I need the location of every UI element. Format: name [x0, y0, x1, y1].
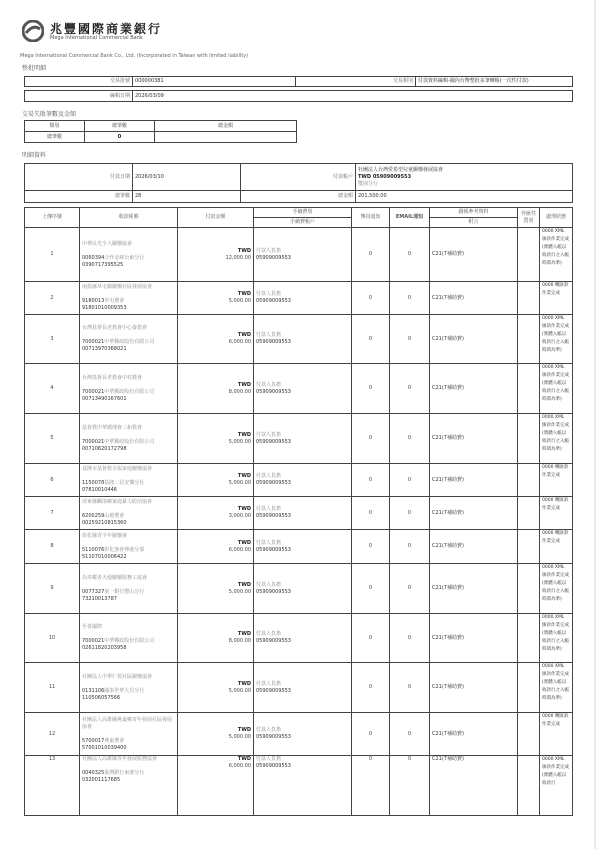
bank-code: 7000021 [82, 438, 105, 445]
fee-cell [254, 414, 352, 464]
fax: 0 [352, 282, 390, 315]
detail-section-title: 明細資料 [22, 152, 47, 159]
currency: TWD [237, 539, 251, 546]
preferred [518, 414, 540, 464]
payee-cell [80, 464, 178, 497]
memo: C21(7補助費) [430, 497, 518, 530]
fee-cell [254, 282, 352, 315]
payee-name: 南投縣草屯鎮關懷社區發展協會 [82, 284, 153, 290]
seq: 13 [25, 756, 80, 816]
header-payee: 收款帳號 [80, 208, 178, 228]
fax: 0 [352, 414, 390, 464]
bank-code: 5110076 [82, 546, 105, 553]
table-row [25, 315, 573, 364]
fee-cell [254, 315, 352, 364]
payee-cell [80, 756, 178, 816]
header-amount: 付款金額 [178, 208, 254, 228]
seq: 11 [25, 663, 80, 713]
header-preferred-bottom: 質別 [523, 217, 534, 224]
fax: 0 [352, 713, 390, 756]
email: 0 [390, 756, 430, 816]
seq: 6 [25, 464, 80, 497]
amount: 5,000.00 [228, 298, 251, 304]
currency: TWD [237, 381, 251, 388]
amount: 5,000.00 [228, 588, 251, 595]
payee-account: 00259210815360 [82, 520, 127, 526]
seq: 3 [25, 315, 80, 364]
table-row [25, 663, 573, 713]
status: 0000 XML 匯款作業完成(實體入帳以收款行之入帳時間為準) [540, 364, 573, 414]
bank-code: 7000021 [82, 339, 105, 345]
fax: 0 [352, 756, 390, 816]
fee-account: 05909009553 [256, 298, 291, 304]
seq: 8 [25, 530, 80, 564]
memo: C21(7補助費) [430, 530, 518, 564]
currency: TWD [237, 473, 251, 479]
bank-code: 6200259 [82, 513, 105, 519]
fee-account: 05909009553 [256, 339, 291, 345]
payee-account: 02611820203958 [82, 645, 127, 651]
table-row [25, 414, 573, 464]
preferred [518, 614, 540, 663]
amount-cell [178, 464, 254, 497]
payee-cell [80, 282, 178, 315]
fee-account: 05909009553 [256, 638, 291, 644]
fee-cell [254, 364, 352, 414]
type-value: 付款資料編輯-國內台幣整批多筆轉帳(一次性付款) [416, 77, 573, 87]
amount-cell [178, 364, 254, 414]
page-edge [594, 0, 596, 849]
fee-type: 付款人負擔 [256, 506, 282, 512]
email: 0 [390, 414, 430, 464]
table-row [25, 497, 573, 530]
fee-type: 付款人負擔 [256, 381, 282, 388]
memo: C21(7補助費) [430, 315, 518, 364]
bank-code: 7000021 [82, 388, 105, 395]
header-status: 處理狀態 [540, 208, 573, 228]
email: 0 [390, 663, 430, 713]
table-row [25, 282, 573, 315]
bank-code: 0077327 [82, 588, 105, 595]
fail-row-label: 總筆數 [25, 132, 85, 143]
pay-account [356, 164, 573, 191]
preferred [518, 464, 540, 497]
currency: TWD [237, 756, 251, 762]
memo: C21(7補助費) [430, 364, 518, 414]
seq: 5 [25, 414, 80, 464]
fee-type: 付款人負擔 [256, 756, 282, 762]
payee-account: 91801010009353 [82, 305, 127, 311]
header-email: EMAIL通知 [390, 208, 430, 228]
batch-section-title: 整批明細 [22, 65, 47, 72]
fee-type: 付款人負擔 [256, 631, 282, 637]
currency: TWD [237, 680, 251, 687]
fax: 0 [352, 564, 390, 614]
payee-account: 51107010006422 [82, 553, 127, 560]
status: 0000 轉匯款作業完成 [540, 282, 573, 315]
type-label: 交易類別 [296, 77, 416, 87]
amount-cell [178, 614, 254, 663]
fee-account: 05909009553 [256, 763, 291, 769]
amount: 5,000.00 [228, 734, 251, 740]
bank-name: 燕巢農會 [104, 737, 125, 744]
fee-type: 付款人負擔 [256, 332, 282, 338]
payee-cell [80, 530, 178, 564]
payee-cell [80, 315, 178, 364]
bank-code: 0060394 [82, 254, 105, 261]
preferred [518, 756, 540, 816]
amount: 8,000.00 [228, 388, 251, 395]
payee-cell [80, 663, 178, 713]
fax: 0 [352, 464, 390, 497]
pay-account-name: 社團法人台灣愛希望兒童關懷發展協會 [358, 166, 444, 173]
col-type: 類別 [25, 121, 85, 132]
header-memo: 銷帳參考資料 [430, 208, 518, 218]
payee-account: 73210013787 [82, 595, 117, 602]
fax: 0 [352, 614, 390, 663]
amount-cell [178, 530, 254, 564]
total-count-label: 總筆數 [25, 191, 133, 203]
status: 0000 轉匯款作業完成 [540, 464, 573, 497]
email: 0 [390, 364, 430, 414]
batch-no: 000000381 [133, 77, 296, 87]
edit-date-table [24, 90, 573, 102]
seq: 9 [25, 564, 80, 614]
fee-cell [254, 756, 352, 816]
amount: 6,000.00 [228, 763, 251, 769]
preferred [518, 663, 540, 713]
total-amount: 201,500.00 [356, 191, 573, 203]
email: 0 [390, 497, 430, 530]
fee-cell [254, 464, 352, 497]
status: 0000 轉匯款作業完成 [540, 713, 573, 756]
payee-name: 彰化縣青少年關懷會 [82, 532, 128, 539]
currency: TWD [237, 332, 251, 338]
email: 0 [390, 228, 430, 282]
fee-cell [254, 228, 352, 282]
fax: 0 [352, 315, 390, 364]
seq: 2 [25, 282, 80, 315]
fee-account: 05909009553 [256, 588, 291, 595]
payee-account: 00713970368021 [82, 346, 127, 352]
payee-name: 社團法人中華仁愛社區關懷協會 [82, 673, 153, 680]
preferred [518, 564, 540, 614]
bank-name: 中華郵政股份有限公司 [104, 638, 155, 644]
preferred [518, 364, 540, 414]
bank-name-en: Mega International Commercial Bank [50, 35, 143, 41]
currency: TWD [237, 727, 251, 733]
payee-name: 社團法人高雄縣青年發展服務協會 [82, 756, 158, 762]
header-preferred-top: 外匯性 [520, 210, 536, 217]
amount-cell [178, 228, 254, 282]
memo: C21(7補助費) [430, 756, 518, 816]
memo: C21(7補助費) [430, 228, 518, 282]
seq: 4 [25, 364, 80, 414]
bank-name: 彰化漁會伸港分部 [104, 546, 145, 553]
amount-cell [178, 414, 254, 464]
payee-name: 台灣基督長老教會中村教會 [82, 374, 143, 381]
email: 0 [390, 530, 430, 564]
seq: 10 [25, 614, 80, 663]
payee-account: 00710620172798 [82, 445, 127, 452]
preferred [518, 315, 540, 364]
fee-account: 05909009553 [256, 546, 291, 553]
preferred [518, 530, 540, 564]
table-row [25, 713, 573, 756]
batch-table [24, 76, 573, 87]
currency: TWD [237, 291, 251, 297]
fax: 0 [352, 497, 390, 530]
memo: C21(7補助費) [430, 282, 518, 315]
status: 0000 轉匯款作業完成 [540, 497, 573, 530]
payee-name: 為奉耀者天使關懷服務工協會 [82, 574, 148, 581]
payee-cell [80, 497, 178, 530]
bank-name: 中華郵政股份有限公司 [104, 339, 155, 345]
fee-account: 05909009553 [256, 388, 291, 395]
currency: TWD [237, 247, 251, 254]
fee-account: 05909009553 [256, 513, 291, 519]
email: 0 [390, 564, 430, 614]
fee-type: 付款人負擔 [256, 680, 282, 687]
header-seq: 上傳序號 [25, 208, 80, 228]
fee-cell [254, 530, 352, 564]
email: 0 [390, 614, 430, 663]
bank-name: 國泰世華大昌分行 [104, 687, 145, 694]
bank-name: 山地農會 [104, 513, 125, 519]
fee-account: 05909009553 [256, 687, 291, 694]
memo: C21(7補助費) [430, 663, 518, 713]
fee-type: 付款人負擔 [256, 727, 282, 733]
email: 0 [390, 315, 430, 364]
status: 0000 XML 匯款作業完成(實體入帳以收款行之入帳時間為準) [540, 614, 573, 663]
fee-cell [254, 614, 352, 663]
fax: 0 [352, 530, 390, 564]
table-row [25, 614, 573, 663]
bank-name: 草屯農會 [104, 298, 125, 304]
edit-date-label: 編輯日期 [25, 91, 133, 102]
fail-summary-title: 交易失敗筆數及金額 [22, 111, 77, 118]
bank-name: 第一銀行豐山分行 [104, 588, 145, 595]
total-amount-label: 總金額 [241, 191, 356, 203]
payee-account: 110506057566 [82, 694, 121, 701]
email: 0 [390, 713, 430, 756]
currency: TWD [237, 631, 251, 637]
fee-cell [254, 663, 352, 713]
email: 0 [390, 464, 430, 497]
currency: TWD [237, 581, 251, 588]
fee-account: 05909009553 [256, 254, 291, 261]
fail-row-amount [155, 132, 297, 143]
preferred [518, 282, 540, 315]
payee-account: 07810010446 [82, 487, 117, 493]
fail-summary-table [24, 120, 297, 143]
currency: TWD [237, 431, 251, 438]
header-fee-account: 手續費帳戶 [254, 218, 352, 228]
fee-cell [254, 713, 352, 756]
detail-table [24, 207, 573, 816]
memo: C21(7補助費) [430, 614, 518, 663]
amount-cell [178, 713, 254, 756]
memo: C21(7補助費) [430, 564, 518, 614]
pay-date-label: 付款日期 [25, 164, 133, 191]
payee-name: 基督教中華循理會三和教會 [82, 424, 143, 431]
memo: C21(7補助費) [430, 464, 518, 497]
amount-cell [178, 756, 254, 816]
payee-cell [80, 414, 178, 464]
amount: 5,000.00 [228, 438, 251, 445]
status: 0000 XML 匯款作業完成(實體入帳以收款行之入帳時間為準) [540, 414, 573, 464]
payee-account: 57001010039400 [82, 744, 127, 751]
col-count: 總筆數 [85, 121, 155, 132]
fee-account: 05909009553 [256, 480, 291, 486]
table-row [25, 464, 573, 497]
bank-code: 0131106 [82, 687, 105, 694]
bank-name-zh: 兆豐國際商業銀行 [50, 22, 163, 36]
preferred [518, 497, 540, 530]
table-row [25, 228, 573, 282]
bank-code: 9180013 [82, 298, 105, 304]
table-row [25, 564, 573, 614]
payee-account: 00713490167601 [82, 395, 127, 402]
payee-account: 0390717395525 [82, 261, 124, 268]
amount-cell [178, 282, 254, 315]
fee-cell [254, 497, 352, 530]
header-fee-type: 手續費別 [254, 208, 352, 218]
amount-cell [178, 663, 254, 713]
total-count: 28 [133, 191, 241, 203]
col-amount: 總金額 [155, 121, 297, 132]
fee-type: 付款人負擔 [256, 247, 282, 254]
seq: 1 [25, 228, 80, 282]
amount: 3,000.00 [228, 513, 251, 519]
header-remark: 附言 [430, 218, 518, 228]
edit-date: 2026/03/09 [133, 91, 573, 102]
seq: 12 [25, 713, 80, 756]
status: 0000 XML 匯款作業完成(實體入帳以收款行之入帳時間為準) [540, 564, 573, 614]
mega-bank-logo-icon [22, 20, 44, 42]
pay-account-label: 付款帳戶 [241, 164, 356, 191]
payee-cell [80, 364, 178, 414]
fail-row-count: 0 [85, 132, 155, 143]
amount: 12,000.00 [225, 254, 251, 261]
preferred [518, 713, 540, 756]
batch-no-label: 交易批號 [25, 77, 133, 87]
fax: 0 [352, 228, 390, 282]
detail-info-table [24, 163, 573, 203]
amount: 6,000.00 [228, 339, 251, 345]
amount: 8,000.00 [228, 638, 251, 644]
header-fax: 傳真通知 [352, 208, 390, 228]
bank-name: 臺灣銀行東港分行 [104, 770, 145, 776]
bank-code: 5700017 [82, 737, 105, 744]
status: 0000 轉匯款作業完成 [540, 530, 573, 564]
memo: C21(7補助費) [430, 414, 518, 464]
fee-type: 付款人負擔 [256, 431, 282, 438]
fax: 0 [352, 663, 390, 713]
bank-name: 中華郵政股份有限公司 [104, 438, 155, 445]
amount: 5,000.00 [228, 687, 251, 694]
seq: 7 [25, 497, 80, 530]
bank-name: 中華郵政股份有限公司 [104, 388, 155, 395]
amount: 5,000.00 [228, 480, 251, 486]
payee-account: 032001117685 [82, 777, 121, 783]
payee-name: 中華民光全人關懷協會 [82, 240, 133, 247]
bank-code: 0040325 [82, 770, 105, 776]
pay-account-no: TWD 05909009553 [358, 173, 412, 180]
memo: C21(7補助費) [430, 713, 518, 756]
table-row [25, 364, 573, 414]
email: 0 [390, 282, 430, 315]
bank-code: 7000021 [82, 638, 105, 644]
header-preferred [518, 208, 540, 228]
payee-cell [80, 228, 178, 282]
company-line: Mega International Commercial Bank Co., Ltd. (Incorporated in Taiwan with limited liability) [20, 53, 249, 59]
fee-account: 05909009553 [256, 438, 291, 445]
fee-type: 付款人負擔 [256, 473, 282, 479]
fee-cell [254, 564, 352, 614]
status: 0000 XML 匯款作業完成(實體入帳以收款行之入帳時間為準) [540, 228, 573, 282]
bank-code: 1150078 [82, 480, 105, 486]
table-row [25, 756, 573, 816]
status: 0000 XML 匯款作業完成(實體入帳以收款行之入帳時間為準) [540, 663, 573, 713]
payee-name: 至善國際 [82, 624, 103, 630]
payee-name: 社團法人高雄縣燕巢鄉青年發展社區發展協會 [82, 716, 173, 730]
pay-date: 2026/03/10 [133, 164, 241, 191]
amount: 6,000.00 [228, 546, 251, 553]
payee-cell [80, 614, 178, 663]
fee-account: 05909009553 [256, 734, 291, 740]
payee-name: 台灣基督長老教會中心崙教會 [82, 325, 148, 331]
payee-cell [80, 564, 178, 614]
payee-cell [80, 713, 178, 756]
amount-cell [178, 315, 254, 364]
currency: TWD [237, 506, 251, 512]
fax: 0 [352, 364, 390, 414]
payee-name: 屏東縣麟洛鄉家庭暴力防治協會 [82, 499, 153, 505]
status: 0000 XML 匯款作業完成(實體入帳以收款行 [540, 756, 573, 816]
payee-name: 基隆市基督教幸福家庭關懷協會 [82, 466, 153, 472]
status: 0000 XML 匯款作業完成(實體入帳以收款行之入帳時間為準) [540, 315, 573, 364]
fee-type: 付款人負擔 [256, 291, 282, 297]
amount-cell [178, 497, 254, 530]
pay-account-branch: 雙園分行 [358, 180, 379, 187]
amount-cell [178, 564, 254, 614]
table-row [25, 530, 573, 564]
bank-name: 合作金庫台東分行 [104, 254, 145, 261]
preferred [518, 228, 540, 282]
fee-type: 付款人負擔 [256, 539, 282, 546]
bank-name: 基隆二信安樂分社 [104, 480, 145, 486]
fee-type: 付款人負擔 [256, 581, 282, 588]
